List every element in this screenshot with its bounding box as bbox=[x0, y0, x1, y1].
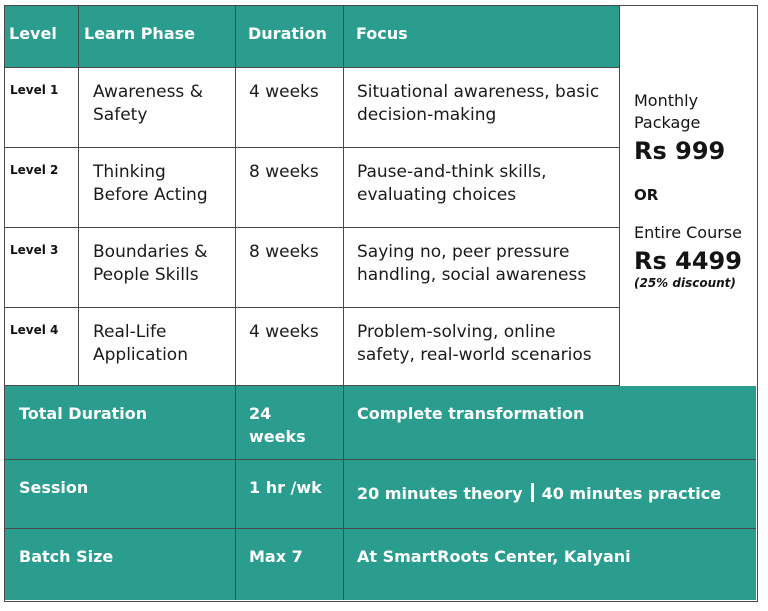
summary-total-detail bbox=[344, 386, 756, 460]
focus-line-1: Problem-solving, online bbox=[357, 322, 556, 342]
row-level-4-level bbox=[5, 308, 79, 386]
phase-line-1: Real-Life bbox=[93, 322, 167, 342]
header-phase bbox=[79, 6, 236, 68]
duration-value: 8 weeks bbox=[249, 242, 319, 262]
summary-value: Max 7 bbox=[249, 547, 303, 566]
monthly-label-line-2: Package bbox=[634, 113, 701, 132]
focus-line-2: handling, social awareness bbox=[357, 265, 587, 285]
row-level-3-level bbox=[5, 228, 79, 308]
program-table bbox=[4, 5, 758, 602]
row-level-2-duration bbox=[236, 148, 344, 228]
phase-line-2: Before Acting bbox=[93, 185, 208, 205]
course-label: Entire Course bbox=[634, 223, 742, 242]
row-level-3-focus bbox=[344, 228, 620, 308]
course-price: Rs 4499 bbox=[634, 247, 742, 275]
summary-session-value bbox=[236, 460, 344, 529]
monthly-price: Rs 999 bbox=[634, 137, 726, 165]
row-level-4-focus bbox=[344, 308, 620, 386]
phase-line-2: Application bbox=[93, 345, 188, 365]
focus-line-2: safety, real-world scenarios bbox=[357, 345, 592, 365]
header-focus bbox=[344, 6, 620, 68]
focus-line-1: Pause-and-think skills, bbox=[357, 162, 547, 182]
summary-value: 24 weeks bbox=[249, 404, 306, 446]
row-level-1-level bbox=[5, 68, 79, 148]
phase-line-2: People Skills bbox=[93, 265, 199, 285]
header-phase-text: Learn Phase bbox=[84, 24, 195, 43]
summary-session-detail bbox=[344, 460, 756, 529]
summary-detail: At SmartRoots Center, Kalyani bbox=[357, 547, 631, 566]
or-separator: OR bbox=[634, 186, 659, 204]
header-level bbox=[5, 6, 79, 68]
duration-value: 4 weeks bbox=[249, 322, 319, 342]
phase-line-1: Boundaries & bbox=[93, 242, 208, 262]
level-label: Level 1 bbox=[10, 83, 59, 97]
summary-value: 1 hr /wk bbox=[249, 478, 322, 497]
row-level-2-focus bbox=[344, 148, 620, 228]
summary-session-label bbox=[5, 460, 236, 529]
summary-batch-label bbox=[5, 529, 236, 600]
row-level-1-duration bbox=[236, 68, 344, 148]
phase-line-1: Awareness & bbox=[93, 82, 203, 102]
summary-label: Batch Size bbox=[19, 547, 114, 566]
summary-label: Session bbox=[19, 478, 89, 497]
pricing-panel bbox=[620, 6, 756, 386]
focus-line-2: evaluating choices bbox=[357, 185, 517, 205]
phase-line-2: Safety bbox=[93, 105, 148, 125]
summary-total-label bbox=[5, 386, 236, 460]
focus-line-1: Situational awareness, basic bbox=[357, 82, 600, 102]
discount-note: (25% discount) bbox=[634, 276, 736, 290]
summary-total-value bbox=[236, 386, 344, 460]
row-level-2-level bbox=[5, 148, 79, 228]
level-label: Level 2 bbox=[10, 163, 59, 177]
row-level-4-duration bbox=[236, 308, 344, 386]
pipe-divider bbox=[531, 483, 534, 502]
focus-line-1: Saying no, peer pressure bbox=[357, 242, 570, 262]
header-duration-text: Duration bbox=[248, 24, 327, 43]
session-practice-text: 40 minutes practice bbox=[541, 484, 722, 503]
level-label: Level 4 bbox=[10, 323, 59, 337]
duration-value: 4 weeks bbox=[249, 82, 319, 102]
row-level-1-focus bbox=[344, 68, 620, 148]
summary-batch-detail bbox=[344, 529, 756, 600]
row-level-4-phase bbox=[79, 308, 236, 386]
row-level-1-phase bbox=[79, 68, 236, 148]
phase-line-1: Thinking bbox=[93, 162, 166, 182]
header-duration bbox=[236, 6, 344, 68]
summary-label: Total Duration bbox=[19, 404, 148, 423]
row-level-3-phase bbox=[79, 228, 236, 308]
focus-line-2: decision-making bbox=[357, 105, 497, 125]
level-label: Level 3 bbox=[10, 243, 59, 257]
session-theory-text: 20 minutes theory bbox=[357, 484, 523, 503]
row-level-2-phase bbox=[79, 148, 236, 228]
row-level-3-duration bbox=[236, 228, 344, 308]
summary-detail: Complete transformation bbox=[357, 404, 585, 423]
header-focus-text: Focus bbox=[356, 24, 408, 43]
monthly-label-line-1: Monthly bbox=[634, 91, 699, 110]
summary-batch-value bbox=[236, 529, 344, 600]
header-level-text: Level bbox=[9, 24, 57, 43]
duration-value: 8 weeks bbox=[249, 162, 319, 182]
